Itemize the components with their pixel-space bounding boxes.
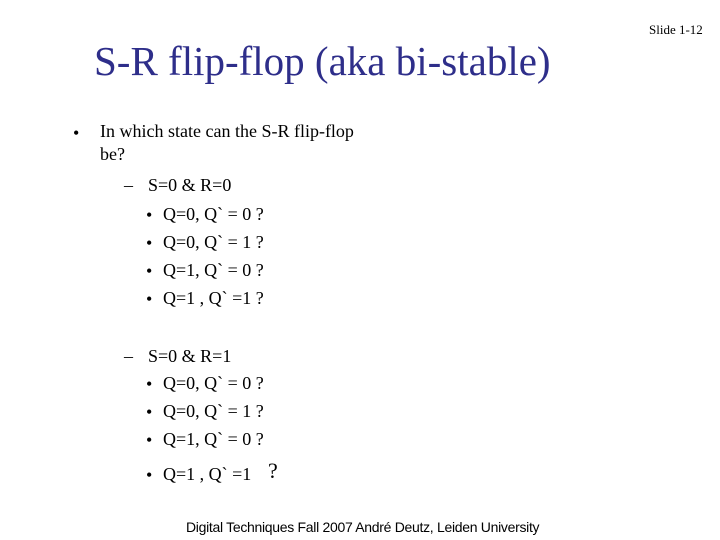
section-1-item-3: Q=1, Q` = 0 ? — [163, 260, 264, 280]
section-1-item-4-marker: • — [146, 289, 153, 309]
section-2-heading: S=0 & R=1 — [148, 346, 232, 366]
section-2-item-4-question-mark: ? — [268, 458, 278, 483]
section-2-item-1-marker: • — [146, 374, 153, 394]
section-1-item-4: Q=1 , Q` =1 ? — [163, 288, 264, 308]
section-1-item-3-marker: • — [146, 261, 153, 281]
slide-title: S-R flip-flop (aka bi-stable) — [94, 38, 551, 84]
bullet-text-line2: be? — [100, 144, 125, 164]
section-2-item-4-marker: • — [146, 465, 153, 485]
bullet-marker: • — [73, 123, 80, 143]
footer: Digital Techniques Fall 2007 André Deutz, Leiden University — [186, 519, 540, 535]
slide-number: Slide 1-12 — [649, 22, 703, 37]
bullet-text-line1: In which state can the S-R flip-flop — [100, 121, 354, 141]
section-1-item-2-marker: • — [146, 233, 153, 253]
section-2-item-3-marker: • — [146, 430, 153, 450]
section-2-item-1: Q=0, Q` = 0 ? — [163, 373, 264, 393]
section-2-item-2: Q=0, Q` = 1 ? — [163, 401, 264, 421]
section-2-item-4: Q=1 , Q` =1 — [163, 464, 252, 484]
section-1-item-1: Q=0, Q` = 0 ? — [163, 204, 264, 224]
section-1-item-1-marker: • — [146, 205, 153, 225]
section-2-dash: – — [124, 346, 133, 366]
section-1-heading: S=0 & R=0 — [148, 175, 232, 195]
section-1-dash: – — [124, 175, 133, 195]
section-2-item-3: Q=1, Q` = 0 ? — [163, 429, 264, 449]
section-1-item-2: Q=0, Q` = 1 ? — [163, 232, 264, 252]
section-2-item-2-marker: • — [146, 402, 153, 422]
